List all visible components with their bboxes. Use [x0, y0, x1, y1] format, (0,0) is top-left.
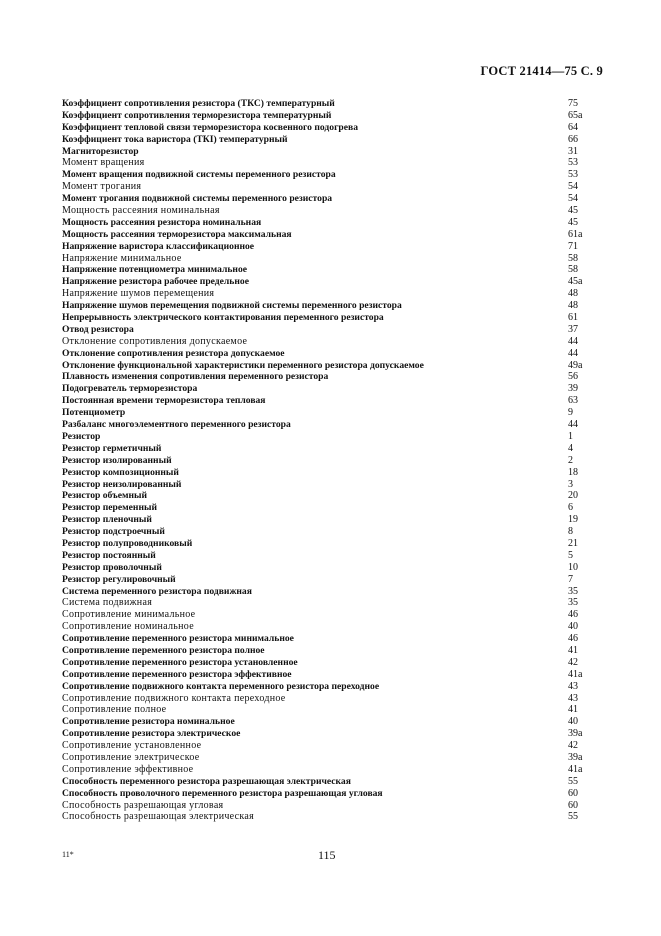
index-entry [62, 550, 602, 562]
index-term: Подогреватель терморезистора [62, 383, 198, 395]
index-term: Разбаланс многоэлементного переменного резистора [62, 419, 291, 431]
index-term-number: 49а [568, 359, 583, 371]
index-term: Сопротивление минимальное [62, 609, 196, 621]
index-term: Сопротивление электрическое [62, 751, 200, 763]
index-term-number: 43 [568, 680, 578, 692]
index-term-number: 39а [568, 751, 583, 763]
index-term-number: 60 [568, 799, 578, 811]
index-entry [62, 312, 602, 324]
index-term-number: 8 [568, 526, 573, 538]
index-term-number: 46 [568, 609, 578, 621]
index-entry [62, 562, 602, 574]
index-term-number: 44 [568, 335, 578, 347]
index-entry [62, 645, 602, 657]
index-entry [62, 419, 602, 431]
index-entry [62, 383, 602, 395]
index-term: Момент вращения [62, 157, 145, 169]
index-entry [62, 122, 602, 134]
index-entry [62, 514, 602, 526]
index-term: Сопротивление эффективное [62, 763, 194, 775]
index-entry [62, 146, 602, 158]
index-entry [62, 134, 602, 146]
index-term: Плавность изменения сопротивления переменного резистора [62, 371, 329, 383]
index-term: Сопротивление полное [62, 704, 167, 716]
term-index-list [62, 98, 602, 823]
index-term-number: 48 [568, 288, 578, 300]
index-term-number: 7 [568, 573, 573, 585]
index-entry [62, 800, 602, 812]
index-term-number: 60 [568, 787, 578, 799]
index-term: Напряжение варистора классификационное [62, 240, 255, 252]
index-term-number: 53 [568, 157, 578, 169]
index-term-number: 41 [568, 644, 578, 656]
index-term: Сопротивление установленное [62, 740, 202, 752]
index-entry [62, 538, 602, 550]
index-term: Способность разрешающая электрическая [62, 811, 255, 823]
index-term-number: 45 [568, 205, 578, 217]
index-term: Резистор подстроечный [62, 526, 165, 538]
index-entry [62, 490, 602, 502]
index-term: Резистор изолированный [62, 454, 172, 466]
index-term: Момент вращения подвижной системы переменного резистора [62, 169, 336, 181]
index-term-number: 54 [568, 193, 578, 205]
index-entry [62, 716, 602, 728]
index-entry [62, 669, 602, 681]
index-term: Резистор герметичный [62, 442, 162, 454]
index-term-number: 43 [568, 692, 578, 704]
index-term-number: 21 [568, 537, 578, 549]
index-entry [62, 348, 602, 360]
index-entry [62, 657, 602, 669]
index-term: Отклонение функциональной характеристики переменного резистора допускаемое [62, 359, 424, 371]
index-term-number: 55 [568, 811, 578, 823]
index-entry [62, 110, 602, 122]
index-term-number: 66 [568, 133, 578, 145]
index-term: Способность переменного резистора разрешающая электрическая [62, 775, 351, 787]
index-term: Сопротивление резистора номинальное [62, 716, 235, 728]
index-term: Сопротивление переменного резистора полное [62, 644, 265, 656]
index-term: Напряжение резистора рабочее предельное [62, 276, 249, 288]
index-entry [62, 217, 602, 229]
index-term-number: 58 [568, 252, 578, 264]
index-term-number: 65а [568, 109, 583, 121]
index-entry [62, 502, 602, 514]
index-term-number: 19 [568, 514, 578, 526]
sheet-mark: 11* [62, 850, 74, 859]
index-term-number: 58 [568, 264, 578, 276]
index-term-number: 56 [568, 371, 578, 383]
index-term-number: 2 [568, 454, 573, 466]
index-entry [62, 360, 602, 372]
index-term-number: 64 [568, 121, 578, 133]
index-term: Момент трогания [62, 181, 142, 193]
index-entry [62, 264, 602, 276]
index-entry [62, 443, 602, 455]
index-term: Система переменного резистора подвижная [62, 585, 252, 597]
index-entry [62, 288, 602, 300]
index-term: Постоянная времени терморезистора тепловая [62, 395, 266, 407]
page-number: 115 [318, 848, 336, 862]
index-term-number: 4 [568, 442, 573, 454]
index-entry [62, 371, 602, 383]
index-term: Сопротивление переменного резистора минимальное [62, 633, 294, 645]
index-term-number: 39а [568, 728, 583, 740]
index-entry [62, 526, 602, 538]
index-term-number: 10 [568, 561, 578, 573]
index-term-number: 39 [568, 383, 578, 395]
index-entry [62, 633, 602, 645]
index-entry [62, 157, 602, 169]
index-entry [62, 324, 602, 336]
index-term-number: 6 [568, 502, 573, 514]
index-entry [62, 776, 602, 788]
index-entry [62, 455, 602, 467]
index-term: Способность проволочного переменного резистора разрешающая угловая [62, 787, 383, 799]
index-term-number: 31 [568, 145, 578, 157]
index-term-number: 54 [568, 181, 578, 193]
index-term: Мощность рассеяния терморезистора максимальная [62, 228, 292, 240]
index-term: Коэффициент сопротивления терморезистора температурный [62, 109, 332, 121]
index-term: Коэффициент тепловой связи терморезистора косвенного подогрева [62, 121, 358, 133]
index-term-number: 61а [568, 228, 583, 240]
index-entry [62, 276, 602, 288]
index-term: Резистор проволочный [62, 561, 162, 573]
index-entry [62, 431, 602, 443]
index-term: Резистор постоянный [62, 549, 156, 561]
index-term: Сопротивление резистора электрическое [62, 728, 241, 740]
index-term-number: 35 [568, 585, 578, 597]
index-entry [62, 728, 602, 740]
index-term: Напряжение шумов перемещения [62, 288, 215, 300]
index-term: Отвод резистора [62, 323, 134, 335]
index-term: Коэффициент сопротивления резистора (ТКС) температурный [62, 98, 335, 109]
index-term-number: 44 [568, 347, 578, 359]
index-term: Сопротивление номинальное [62, 621, 194, 633]
index-term-number: 41а [568, 763, 583, 775]
index-term: Сопротивление переменного резистора установленное [62, 656, 298, 668]
index-term-number: 20 [568, 490, 578, 502]
index-entry [62, 740, 602, 752]
index-entry [62, 752, 602, 764]
index-term: Напряжение потенциометра минимальное [62, 264, 248, 276]
index-term: Система подвижная [62, 597, 153, 609]
index-term: Резистор регулировочный [62, 573, 176, 585]
index-entry [62, 764, 602, 776]
index-entry [62, 241, 602, 253]
index-term-number: 63 [568, 395, 578, 407]
index-entry [62, 811, 602, 823]
index-term: Резистор неизолированный [62, 478, 182, 490]
index-term: Резистор объемный [62, 490, 148, 502]
index-term: Магниторезистор [62, 145, 139, 157]
index-entry [62, 205, 602, 217]
index-term: Потенциометр [62, 407, 126, 419]
index-term-number: 42 [568, 656, 578, 668]
index-term: Мощность рассеяния номинальная [62, 205, 220, 217]
index-term: Резистор [62, 430, 101, 442]
index-entry [62, 181, 602, 193]
index-term: Напряжение минимальное [62, 252, 182, 264]
index-entry [62, 704, 602, 716]
index-term-number: 75 [568, 98, 578, 109]
index-term: Отклонение сопротивления допускаемое [62, 335, 248, 347]
index-term-number: 71 [568, 240, 578, 252]
index-entry [62, 407, 602, 419]
index-entry [62, 609, 602, 621]
index-entry [62, 253, 602, 265]
index-entry [62, 597, 602, 609]
index-entry [62, 693, 602, 705]
index-term-number: 41 [568, 704, 578, 716]
index-entry [62, 586, 602, 598]
index-term-number: 53 [568, 169, 578, 181]
index-term-number: 46 [568, 633, 578, 645]
index-term: Мощность рассеяния резистора номинальная [62, 216, 262, 228]
index-term-number: 18 [568, 466, 578, 478]
index-term-number: 45а [568, 276, 583, 288]
index-term-number: 61 [568, 312, 578, 324]
index-entry [62, 229, 602, 241]
index-term-number: 37 [568, 323, 578, 335]
index-entry [62, 788, 602, 800]
index-term-number: 3 [568, 478, 573, 490]
index-term-number: 42 [568, 740, 578, 752]
index-term: Сопротивление переменного резистора эффективное [62, 668, 292, 680]
index-term: Сопротивление подвижного контакта переменного резистора переходное [62, 680, 380, 692]
document-header: ГОСТ 21414—75 С. 9 [480, 64, 603, 78]
index-entry [62, 300, 602, 312]
index-entry [62, 193, 602, 205]
index-entry [62, 574, 602, 586]
index-entry [62, 169, 602, 181]
index-term-number: 55 [568, 775, 578, 787]
index-term: Способность разрешающая угловая [62, 799, 224, 811]
index-term-number: 35 [568, 597, 578, 609]
index-term: Резистор пленочный [62, 514, 152, 526]
index-term-number: 41а [568, 668, 583, 680]
index-term-number: 45 [568, 216, 578, 228]
index-entry [62, 681, 602, 693]
index-term: Отклонение сопротивления резистора допускаемое [62, 347, 285, 359]
index-term: Резистор переменный [62, 502, 157, 514]
index-term: Непрерывность электрического контактирования переменного резистора [62, 312, 384, 324]
index-term-number: 9 [568, 407, 573, 419]
index-entry [62, 395, 602, 407]
index-term-number: 48 [568, 300, 578, 312]
index-term: Момент трогания подвижной системы переменного резистора [62, 193, 333, 205]
index-term: Сопротивление подвижного контакта переходное [62, 692, 286, 704]
index-term: Напряжение шумов перемещения подвижной системы переменного резистора [62, 300, 402, 312]
index-term: Коэффициент тока варистора (ТКI) температурный [62, 133, 288, 145]
index-term-number: 40 [568, 716, 578, 728]
index-term-number: 44 [568, 419, 578, 431]
index-term-number: 40 [568, 621, 578, 633]
index-entry [62, 336, 602, 348]
index-entry [62, 98, 602, 110]
index-entry [62, 467, 602, 479]
index-entry [62, 621, 602, 633]
index-term-number: 1 [568, 430, 573, 442]
index-term-number: 5 [568, 549, 573, 561]
index-entry [62, 479, 602, 491]
index-term: Резистор композиционный [62, 466, 179, 478]
index-term: Резистор полупроводниковый [62, 537, 193, 549]
